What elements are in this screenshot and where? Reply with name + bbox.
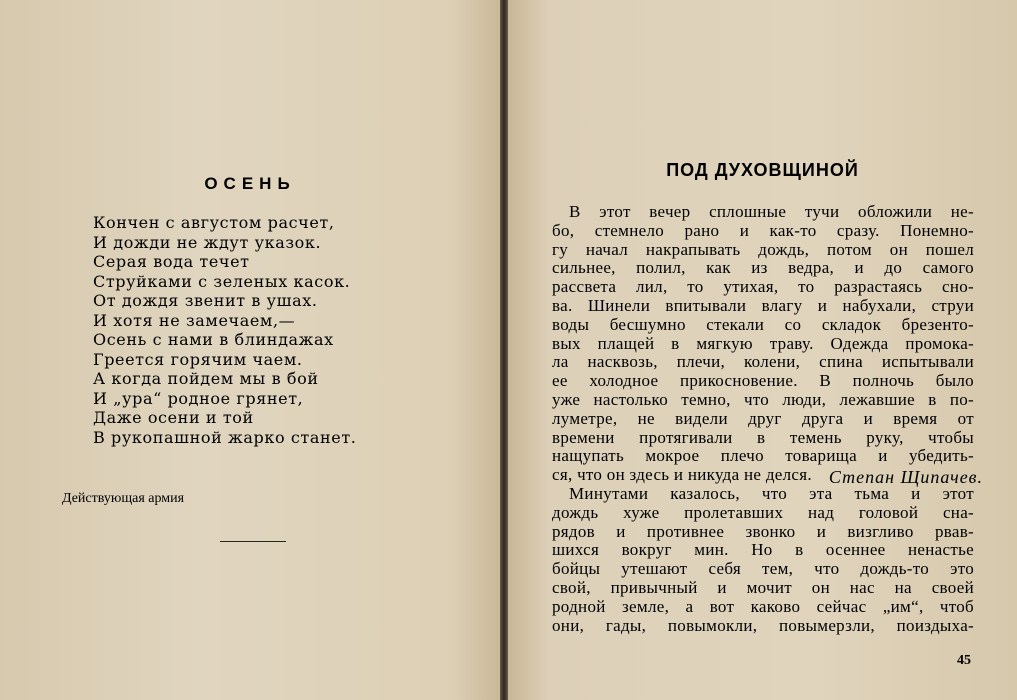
article-body: [552, 203, 974, 635]
text-line: бо, стемнело рано и как-то сразу. Понемно-: [552, 220, 974, 240]
page-number: 45: [957, 653, 971, 668]
poem-line: И хотя не замечаем,—: [93, 310, 296, 330]
text-line: ся, что он здесь и никуда не делся.: [552, 465, 812, 485]
text-line: дождь хуже пролетавших над головой сна-: [552, 502, 974, 522]
text-line: нащупать мокрое плечо товарища и убедить-: [552, 446, 974, 466]
text-line: гу начал накрапывать дождь, потом он пошел: [552, 239, 974, 259]
text-line: бойцы утешают себя тем, что дождь-то это: [552, 559, 974, 579]
poem-line: Даже осени и той: [93, 408, 254, 427]
poem-line: В рукопашной жарко станет.: [93, 427, 357, 447]
text-line: они, гады, повымокли, повымерзли, поиздыха-: [552, 615, 974, 635]
poem-line: От дождя звенит в ушах.: [93, 291, 318, 310]
poem-line: Кончен с августом расчет,: [93, 213, 335, 232]
poem-line: А когда пойдем мы в бой: [93, 369, 319, 388]
section-divider: [220, 541, 286, 542]
poem-place: Действующая армия: [62, 491, 185, 506]
book-gutter: [500, 0, 508, 700]
text-line: свой, привычный и мочит он нас на своей: [552, 577, 974, 597]
poem-line: Осень с нами в блиндажах: [93, 330, 334, 349]
poem-line: И „ура“ родное грянет,: [93, 388, 304, 408]
text-line: Минутами казалось, что эта тьма и этот: [569, 483, 974, 503]
text-line: сильнее, полил, как из ведра, и до самого: [552, 258, 974, 278]
text-line: В этот вечер сплошные тучи обложили не-: [569, 202, 974, 221]
poem-line: Струйками с зеленых касок.: [93, 271, 351, 291]
text-line: рядов и противнее звонко и визгливо рвав-: [552, 521, 974, 541]
poem-title: ОСЕНЬ: [204, 174, 296, 193]
poem-author: Степан Щипачев.: [828, 467, 983, 487]
text-line: вых плащей в мягкую траву. Одежда промока-: [552, 333, 974, 353]
poem-line: Греется горячим чаем.: [93, 349, 303, 369]
text-line: ее холодное прикосновение. В полночь было: [552, 371, 974, 391]
poem-body: [93, 213, 357, 447]
text-line: родной земле, а вот каково сейчас „им“, чтоб: [552, 596, 974, 616]
text-line: ва. Шинели впитывали влагу и набухали, струи: [552, 295, 974, 315]
text-line: времени протягивали в темень руку, чтобы: [552, 427, 974, 447]
poem-line: Серая вода течет: [93, 252, 250, 271]
poem-line: И дожди не ждут указок.: [93, 232, 322, 252]
article-title: ПОД ДУХОВЩИНОЙ: [666, 160, 859, 180]
text-line: уже настолько темно, что люди, лежавшие в по-: [552, 389, 974, 409]
text-line: луметре, не видели друг друга и время от: [552, 408, 974, 428]
text-line: ла насквозь, плечи, колени, спина испытывали: [552, 352, 974, 372]
text-line: воды бесшумно стекали со складок брезенто-: [552, 314, 974, 334]
text-line: шихся вокруг мин. Но в осеннее ненастье: [552, 540, 974, 560]
text-line: рассвета лил, то утихая, то разрастаясь сно-: [552, 277, 974, 297]
